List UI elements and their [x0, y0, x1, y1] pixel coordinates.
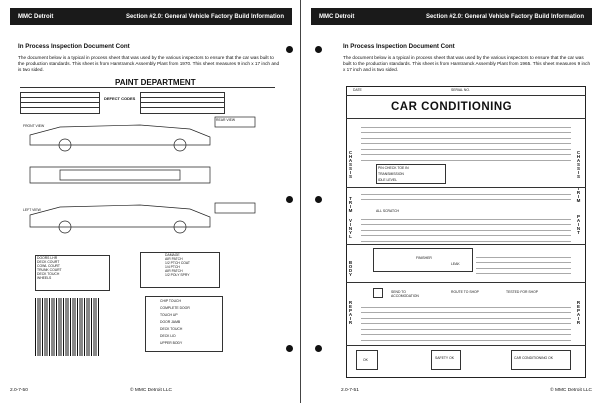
left-check-row-3: TRUNK COURT	[37, 268, 62, 272]
right-check-row-5: 1/2 POLY SPRY	[165, 273, 190, 277]
right-check-row-2: 1/2 PTCH COAT	[165, 261, 190, 265]
left-form-top-table	[20, 92, 100, 114]
bottom-check-row-1: COMPLETE DOOR	[160, 306, 190, 310]
bottom-check-row-4: DECK TOUCH	[160, 327, 183, 331]
serial-field-label: SERIAL NO.	[451, 88, 470, 92]
trim-side-label: TRIM	[348, 196, 353, 212]
chassis-side-label: CHASSIS	[348, 150, 353, 178]
binder-hole-middle	[286, 196, 293, 203]
right-header-bar	[311, 8, 592, 25]
left-check-row-0: DOORS LHR	[37, 256, 58, 260]
repair-lines	[361, 302, 571, 342]
bottom-check-row-5: DECK LID	[160, 334, 176, 338]
safety-label: SAFETY OK	[435, 356, 454, 360]
bottom-check-row-3: DOOR JAMB	[160, 320, 181, 324]
body-check-grid	[373, 248, 473, 272]
pin-check-label: PIN CHECK TOE IN	[378, 166, 409, 170]
right-header-section: Section #2.0: General Vehicle Factory Build Information	[425, 13, 584, 20]
vinyl-side-label: VINYL	[348, 218, 353, 238]
safety-box	[431, 350, 461, 370]
left-check-row-2: COWL COURT	[37, 264, 60, 268]
left-header-section: Section #2.0: General Vehicle Factory Build Information	[125, 13, 284, 20]
right-page	[300, 0, 600, 403]
left-footer	[10, 388, 292, 393]
vinyl-lines	[361, 214, 571, 242]
car-conditioning-ok-box	[511, 350, 571, 370]
left-check-row-5: WHEELS	[37, 276, 52, 280]
trim-side-label-right: TRIM	[576, 186, 581, 202]
transmission-label: TRANSMISSION	[378, 172, 404, 176]
repair-side-label: REPAIR	[348, 300, 353, 324]
left-view-label: LEFT VIEW	[23, 208, 41, 212]
paint-side-label-right: PAINT	[576, 214, 581, 234]
left-check-row-4: DECK TOUCH	[37, 272, 60, 276]
send-to-label: SEND TO ACCOMODATION	[391, 290, 419, 298]
scratch-label: ALL SCRATCH	[376, 209, 399, 213]
left-copyright: © MMC Detroit LLC	[130, 388, 172, 393]
right-check-row-0: DAMAGE	[165, 253, 180, 257]
chassis-side-label-right: CHASSIS	[576, 150, 581, 178]
repair-check-box	[373, 288, 383, 298]
route-to-label: ROUTE TO SHOP	[451, 290, 479, 294]
defect-codes-label: DEFECT CODES	[104, 96, 136, 101]
right-page-number: 2.0-7-51	[341, 388, 359, 393]
defect-codes-table	[140, 92, 225, 114]
body-side-label: BODY	[348, 260, 353, 276]
paint-dept-title: PAINT DEPARTMENT	[115, 78, 196, 87]
left-page-number: 2.0-7-50	[10, 388, 28, 393]
right-copyright: © MMC Detroit LLC	[550, 388, 592, 393]
front-view-label: FRONT VIEW	[23, 124, 45, 128]
binder-hole-top	[286, 46, 293, 53]
left-check-row-1: DECK COURT	[37, 260, 60, 264]
binder-hole-top-right	[315, 46, 322, 53]
rear-view-label: REAR VIEW	[216, 118, 236, 122]
car-outline-drawings	[20, 115, 260, 255]
right-header-company: MMC Detroit	[319, 13, 355, 20]
right-check-row-1: AIR PATCH	[165, 257, 183, 261]
right-intro-text: The document below is a typical in process sheet that was used by the various inspectors to ensure that the car was built to the production standards. This sheet is from Hamtramck Assembly Plant from 1965. This sheet measures 9 inch x 17 inch and is two sided.	[343, 55, 591, 72]
left-header-company: MMC Detroit	[18, 13, 54, 20]
right-section-title: In Process Inspection Document Cont	[343, 43, 455, 50]
ok-label: OK	[363, 358, 368, 362]
finisher-label: FINISHER	[416, 256, 432, 260]
binder-hole-bottom	[286, 345, 293, 352]
idle-level-label: IDLE LEVEL	[378, 178, 398, 182]
leak-label: LEAK	[451, 262, 460, 266]
car-conditioning-ok-label: CAR CONDITIONING OK	[514, 356, 553, 360]
left-header-bar	[10, 8, 292, 25]
body-lines	[476, 252, 571, 276]
left-intro-text: The document below is a typical in process sheet that was used by the various inspectors to ensure that the car was built to the production standards. This sheet is from Hamtramck Assembly Plant from 1970. This sheet measures 9 inch x 17 inch and is two sided.	[18, 55, 280, 72]
right-check-row-4: AIR PATCH	[165, 269, 183, 273]
bottom-check-row-6: UPPER BODY	[160, 341, 183, 345]
grid-pattern-block	[35, 298, 100, 356]
trim-lines	[361, 189, 571, 205]
right-check-row-3: 1/4 PTCH	[165, 265, 180, 269]
date-field-label: DATE	[353, 88, 362, 92]
tested-for-label: TESTED FOR SHOP	[506, 290, 539, 294]
left-section-title: In Process Inspection Document Cont	[18, 43, 130, 50]
repair-side-label-right: REPAIR	[576, 300, 581, 324]
car-conditioning-title: CAR CONDITIONING	[391, 101, 513, 113]
binder-hole-bottom-right	[315, 345, 322, 352]
chassis-lines	[361, 122, 571, 162]
bottom-check-row-0: CHIP TOUCH	[160, 299, 181, 303]
bottom-check-row-2: TOUCH UP	[160, 313, 178, 317]
binder-hole-middle-right	[315, 196, 322, 203]
right-footer	[341, 388, 592, 393]
